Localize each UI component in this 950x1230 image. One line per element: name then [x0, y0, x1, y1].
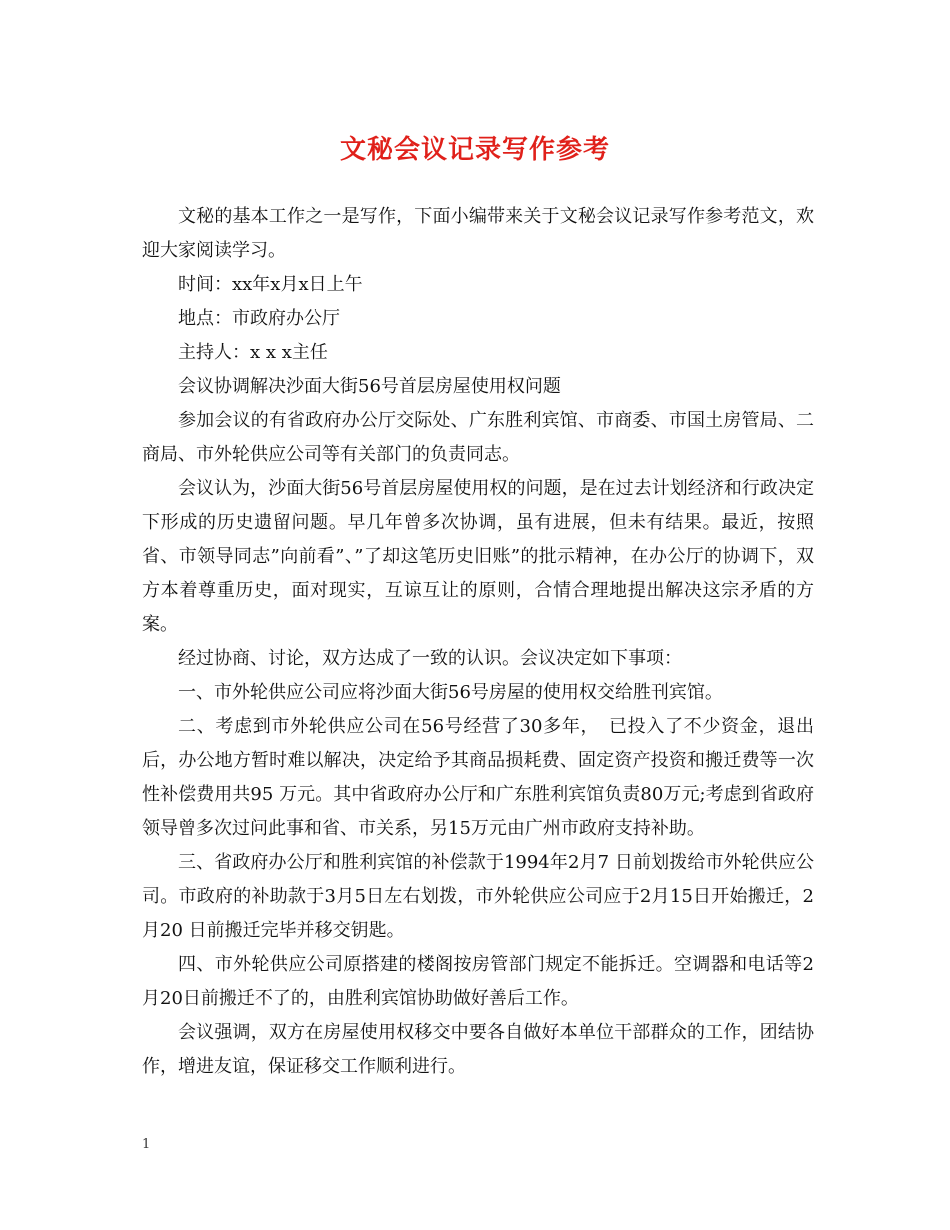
document-body — [142, 200, 814, 1084]
paragraph-attendees: 参加会议的有省政府办公厅交际处、广东胜利宾馆、市商委、市国土房管局、二商局、市外轮供应公司等有关部门的负责同志。 — [142, 410, 814, 465]
document-title: 文秘会议记录写作参考 — [339, 135, 610, 165]
paragraph-item-3: 三、省政府办公厅和胜利宾馆的补偿款于1994年2月7 日前划拨给市外轮供应公司。市政府的补助款于3月5日左右划拨，市外轮供应公司应于2月15日开始搬迁，2月20 日前搬迁完毕并移交钥匙。 — [142, 852, 814, 941]
paragraph-item-4: 四、市外轮供应公司原搭建的楼阁按房管部门规定不能拆迁。空调器和电话等2月20日前搬迁不了的，由胜利宾馆协助做好善后工作。 — [142, 954, 814, 1009]
paragraph-emphasis: 会议强调，双方在房屋使用权移交中要各自做好本单位干部群众的工作，团结协作，增进友谊，保证移交工作顺利进行。 — [142, 1022, 814, 1077]
paragraph-background: 会议认为，沙面大街56号首层房屋使用权的问题，是在过去计划经济和行政决定下形成的历史遗留问题。早几年曾多次协调，虽有进展，但未有结果。最近，按照省、市领导同志”向前看”、”了却这笔历史旧账”的批示精神，在办公厅的协调下，双方本着尊重历史，面对现实，互谅互让的原则，合情合理地提出解决这宗矛盾的方案。 — [142, 478, 814, 635]
paragraph-agreement: 经过协商、讨论，双方达成了一致的认识。会议决定如下事项： — [178, 648, 682, 669]
paragraph-host: 主持人：x x x主任 — [178, 342, 328, 363]
paragraph-intro: 文秘的基本工作之一是写作，下面小编带来关于文秘会议记录写作参考范文，欢迎大家阅读学习。 — [142, 206, 814, 261]
paragraph-item-1: 一、市外轮供应公司应将沙面大街56号房屋的使用权交给胜刊宾馆。 — [178, 682, 723, 703]
paragraph-time: 时间：xx年x月x日上午 — [178, 274, 363, 295]
page-number: 1 — [142, 1137, 151, 1152]
paragraph-item-2: 二、考虑到市外轮供应公司在56号经营了30多年， 已投入了不少资金，退出后，办公地方暂时难以解决，决定给予其商品损耗费、固定资产投资和搬迁费等一次性补偿费用共95 万元。其中省政府办公厅和广东胜利宾馆负责80万元;考虑到省政府领导曾多次过问此事和省、市关系，另15万元由广州市政府支持补助。 — [142, 716, 814, 839]
paragraph-topic: 会议协调解决沙面大街56号首层房屋使用权问题 — [178, 376, 561, 397]
paragraph-location: 地点：市政府办公厅 — [178, 308, 340, 329]
